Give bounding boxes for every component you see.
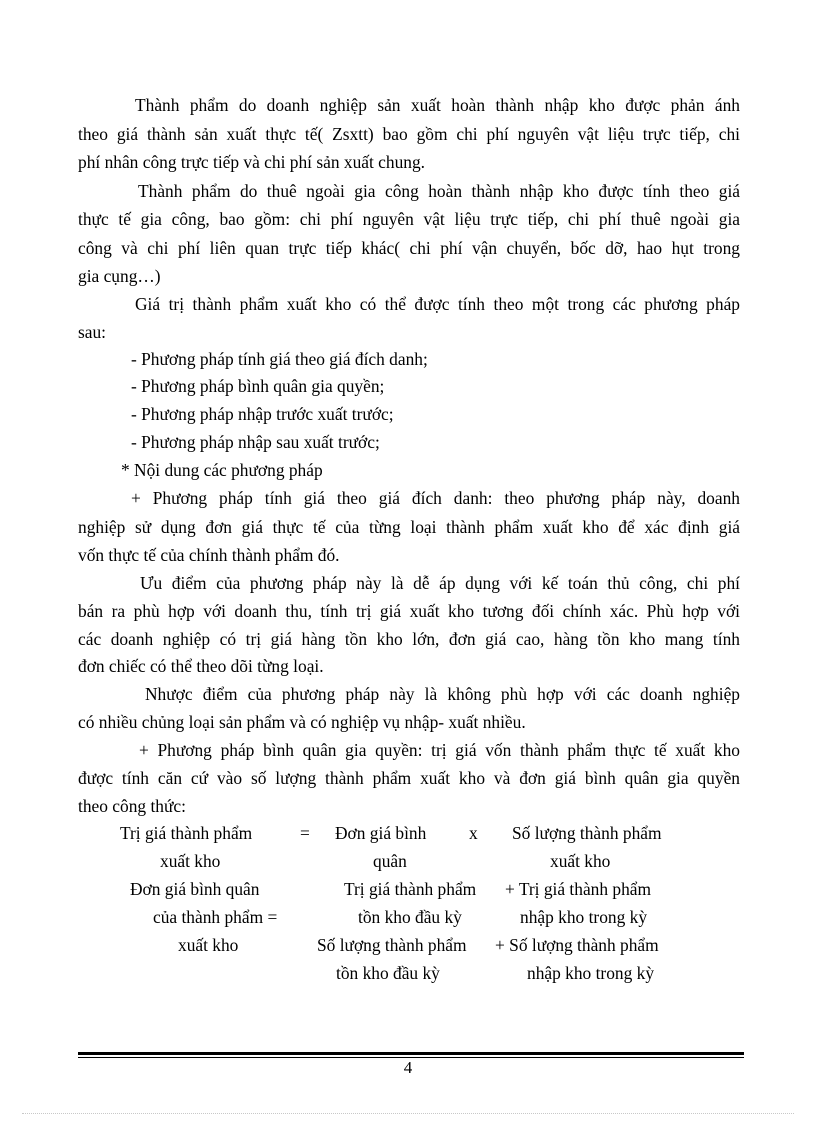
body-text-line: Ưu điểm của phương pháp này là dễ áp dụng với kế toán thủ công, chi phí	[140, 573, 740, 593]
formula-lhs: xuất kho	[178, 935, 239, 955]
body-text-line: + Phương pháp bình quân gia quyền: trị giá vốn thành phẩm thực tế xuất kho	[139, 740, 740, 760]
body-text-line: Nhược điểm của phương pháp này là không phù hợp với các doanh nghiệp	[145, 684, 740, 704]
formula-numerator: nhập kho trong kỳ	[520, 907, 648, 927]
body-text-line: theo công thức:	[78, 796, 186, 816]
formula-numerator: Trị giá thành phẩm	[344, 879, 477, 899]
formula-equals: =	[300, 823, 310, 843]
body-text-line: Thành phẩm do thuê ngoài gia công hoàn thành nhập kho được tính theo giá	[138, 181, 740, 201]
section-heading: * Nội dung các phương pháp	[121, 460, 323, 480]
formula-denominator: + Số lượng thành phẩm	[495, 935, 659, 955]
page-number: 4	[403, 1058, 413, 1077]
formula-denominator: Số lượng thành phẩm	[317, 935, 467, 955]
list-item: - Phương pháp bình quân gia quyền;	[131, 376, 385, 396]
body-text-line: công và chi phí liên quan trực tiếp khác( chi phí vận chuyển, bốc dỡ, hao hụt trong	[78, 238, 740, 258]
list-item: - Phương pháp nhập trước xuất trước;	[131, 404, 394, 424]
body-text-line: đơn chiếc có thể theo dõi từng loại.	[78, 656, 324, 676]
list-item: - Phương pháp tính giá theo giá đích danh;	[131, 349, 428, 369]
formula-denominator: nhập kho trong kỳ	[527, 963, 655, 983]
body-text-line: phí nhân công trực tiếp và chi phí sản xuất chung.	[78, 152, 426, 172]
body-text-line: có nhiều chủng loại sản phẩm và có nghiệp vụ nhập- xuất nhiều.	[78, 712, 526, 732]
body-text-line: theo giá thành sản xuất thực tế( Zsxtt) bao gồm chi phí nguyên vật liệu trực tiếp, chi	[78, 124, 740, 144]
formula-term: Số lượng thành phẩm	[512, 823, 662, 843]
formula-lhs: xuất kho	[160, 851, 221, 871]
body-text-line: thực tế gia công, bao gồm: chi phí nguyên vật liệu trực tiếp, chi phí thuê ngoài gia	[78, 209, 740, 229]
body-text-line: sau:	[78, 322, 107, 342]
body-text-line: gia cụng…)	[78, 266, 161, 286]
formula-lhs: của thành phẩm =	[153, 907, 278, 927]
body-text-line: vốn thực tế của chính thành phẩm đó.	[78, 545, 340, 565]
body-text-line: các doanh nghiệp có trị giá hàng tồn kho lớn, đơn giá cao, hàng tồn kho mang tính	[78, 629, 740, 649]
formula-term: xuất kho	[550, 851, 611, 871]
formula-term: Đơn giá bình	[335, 823, 427, 843]
body-text-line: + Phương pháp tính giá theo giá đích danh: theo phương pháp này, doanh	[131, 488, 740, 508]
formula-times: x	[469, 823, 478, 843]
body-text-line: Giá trị thành phẩm xuất kho có thể được tính theo một trong các phương pháp	[135, 294, 740, 314]
formula-denominator: tồn kho đầu kỳ	[336, 963, 440, 983]
body-text-line: bán ra phù hợp với doanh thu, tính trị giá xuất kho tương đối chính xác. Phù hợp với	[78, 601, 740, 621]
formula-numerator: + Trị giá thành phẩm	[505, 879, 652, 899]
footer-rule	[78, 1052, 744, 1055]
formula-numerator: tồn kho đầu kỳ	[358, 907, 462, 927]
page-border-dotted	[22, 1113, 794, 1114]
body-text-line: Thành phẩm do doanh nghiệp sản xuất hoàn thành nhập kho được phản ánh	[135, 95, 740, 115]
formula-term: quân	[373, 851, 407, 871]
list-item: - Phương pháp nhập sau xuất trước;	[131, 432, 380, 452]
body-text-line: nghiệp sử dụng đơn giá thực tế của từng loại thành phẩm xuất kho để xác định giá	[78, 517, 740, 537]
formula-lhs: Trị giá thành phẩm	[120, 823, 253, 843]
formula-lhs: Đơn giá bình quân	[130, 879, 260, 899]
body-text-line: được tính căn cứ vào số lượng thành phẩm xuất kho và đơn giá bình quân gia quyền	[78, 768, 740, 788]
